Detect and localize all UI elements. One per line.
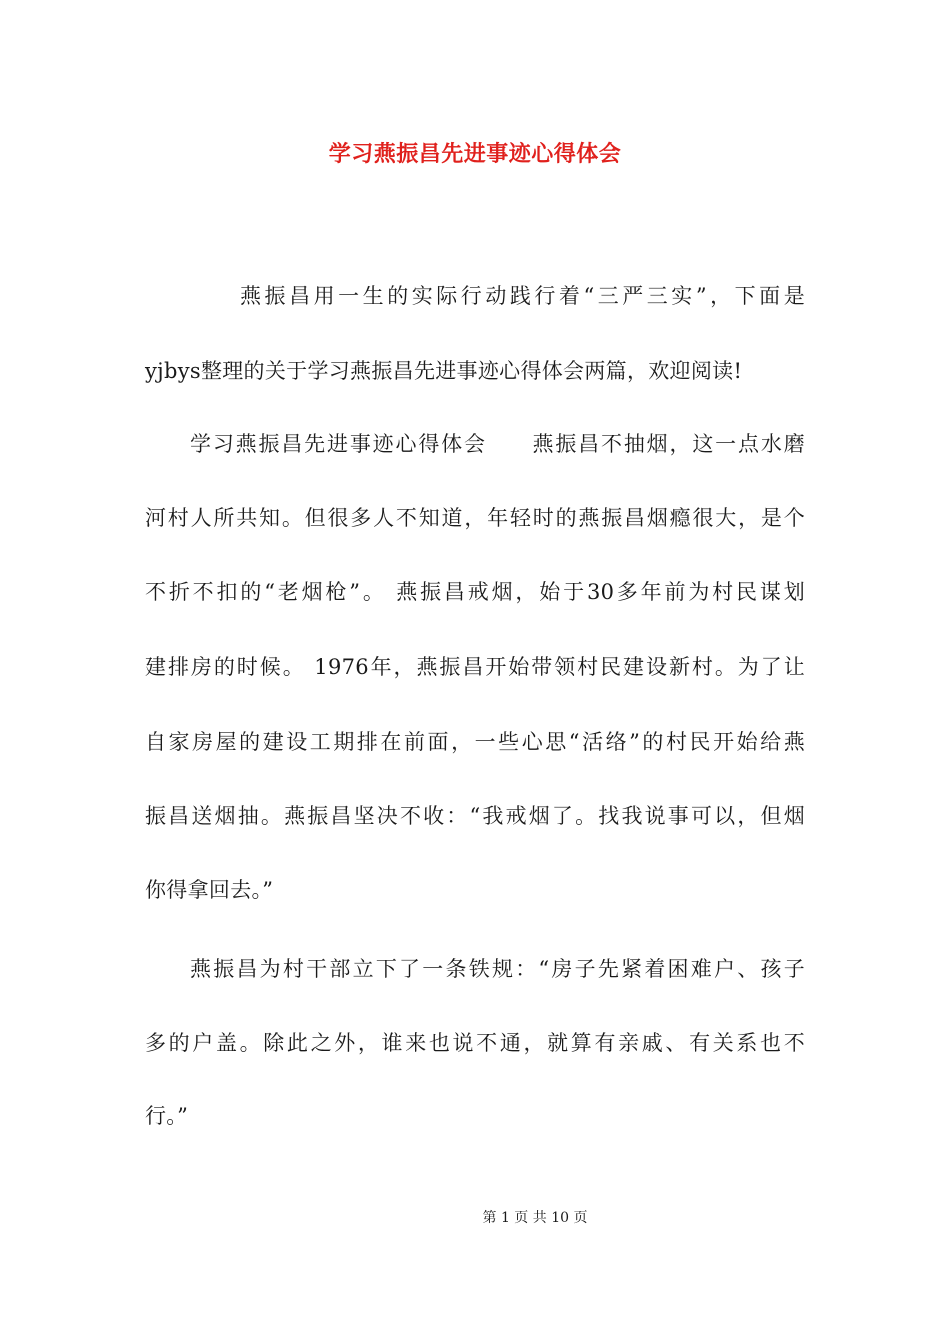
- paragraph-line: 振昌送烟抽。燕振昌坚决不收：“我戒烟了。找我说事可以，但烟: [145, 804, 805, 828]
- paragraph-line: 行。”: [145, 1104, 189, 1128]
- paragraph-line: 河村人所共知。但很多人不知道，年轻时的燕振昌烟瘾很大，是个: [145, 506, 805, 530]
- paragraph-line: 你得拿回去。”: [145, 878, 274, 902]
- document-title: 学习燕振昌先进事迹心得体会: [328, 141, 622, 167]
- paragraph-line: 建排房的时候。 1976年，燕振昌开始带领村民建设新村。为了让: [145, 655, 805, 679]
- paragraph-line: yjbys整理的关于学习燕振昌先进事迹心得体会两篇，欢迎阅读!: [145, 359, 743, 383]
- paragraph-line: 不折不扣的“老烟枪”。 燕振昌戒烟，始于30多年前为村民谋划: [145, 580, 805, 604]
- paragraph-line: 燕振昌用一生的实际行动践行着“三严三实”，下面是: [240, 284, 805, 308]
- paragraph-line: 自家房屋的建设工期排在前面，一些心思“活络”的村民开始给燕: [145, 730, 805, 754]
- paragraph-line: 学习燕振昌先进事迹心得体会 燕振昌不抽烟，这一点水磨: [190, 432, 805, 456]
- paragraph-line: 燕振昌为村干部立下了一条铁规：“房子先紧着困难户、孩子: [190, 957, 805, 981]
- paragraph-line: 多的户盖。除此之外，谁来也说不通，就算有亲戚、有关系也不: [145, 1031, 805, 1055]
- page-number-footer: 第 1 页 共 10 页: [482, 1210, 588, 1226]
